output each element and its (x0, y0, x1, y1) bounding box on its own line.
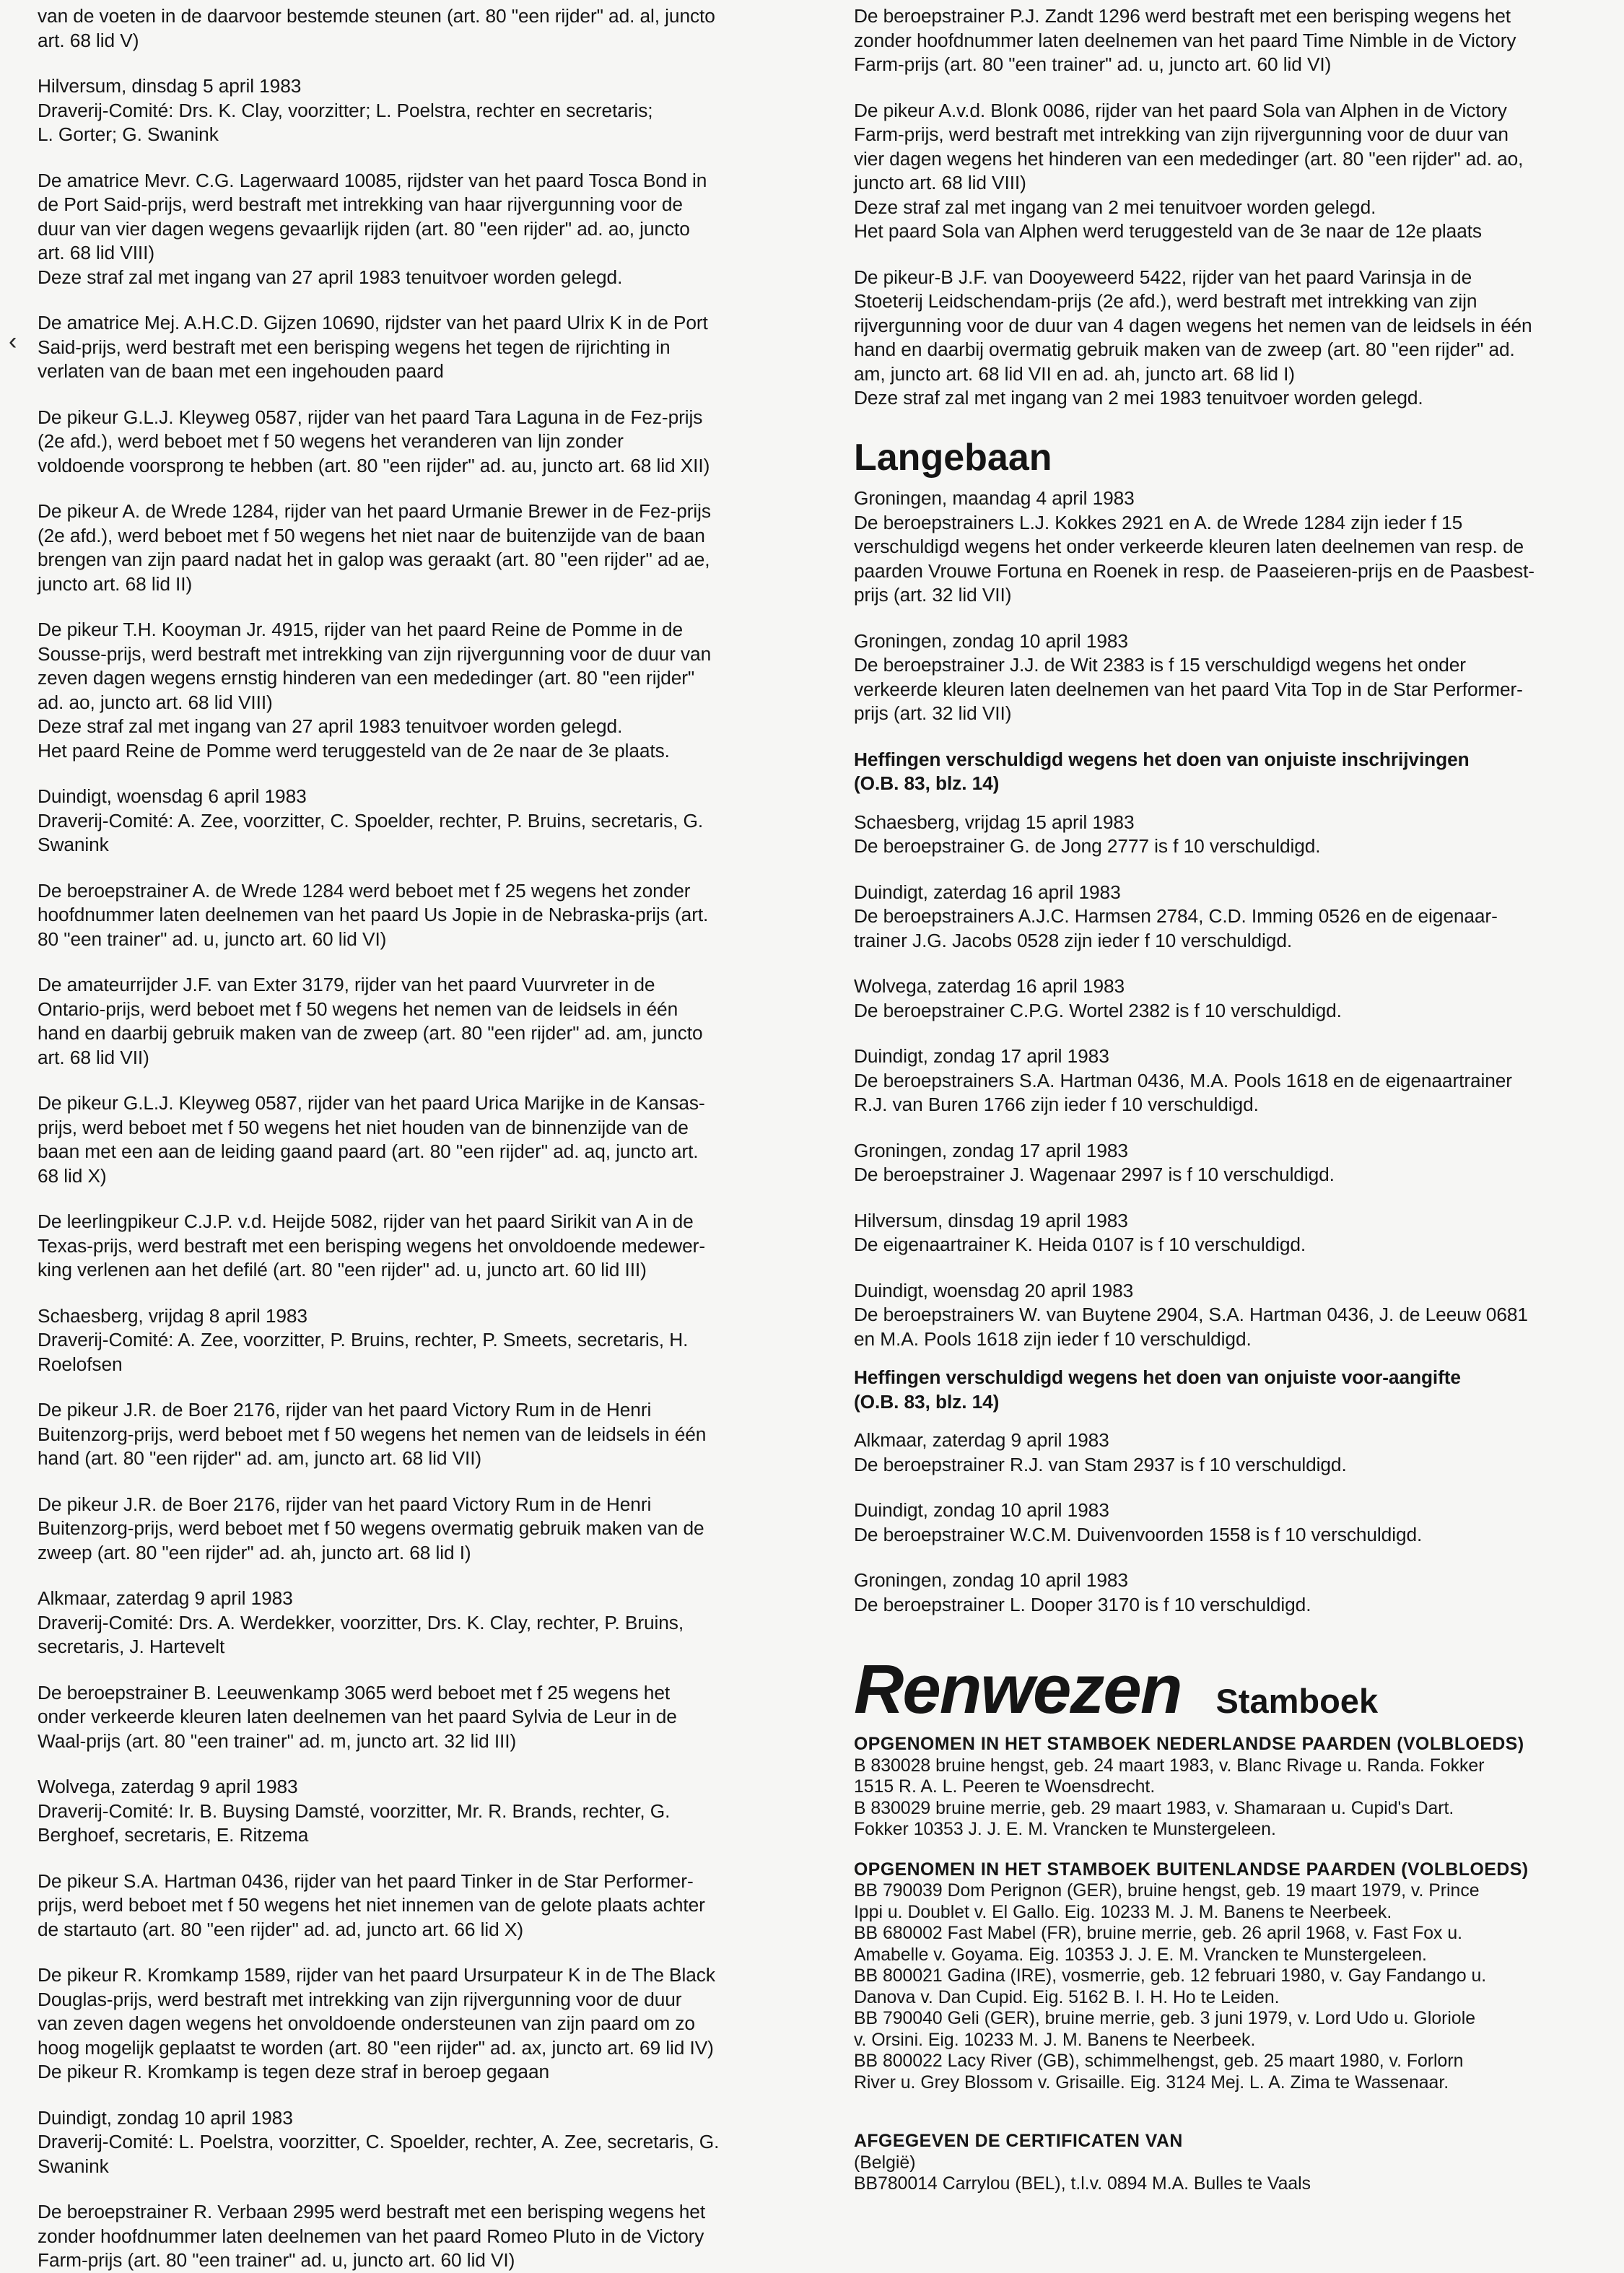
text-line: voldoende voorsprong te hebben (art. 80 "een rijder" ad. au, juncto art. 68 lid XII) (38, 454, 710, 476)
text-line: de startauto (art. 80 "een rijder" ad. ad, juncto art. 66 lid X) (38, 1918, 523, 1940)
text-line: hoofdnummer laten deelnemen van het paard Us Jopie in de Nebraska-prijs (art. (38, 904, 709, 925)
margin-mark: ‹ (9, 328, 17, 355)
paragraph (38, 1091, 844, 1188)
text-line: Draverij-Comité: Drs. K. Clay, voorzitter; L. Poelstra, rechter en secretaris; (38, 99, 653, 121)
text-line: Deze straf zal met ingang van 2 mei tenuitvoer worden gelegd. (854, 196, 1376, 218)
paragraph (854, 1569, 1608, 1617)
stamboek-sections (854, 1734, 1608, 2195)
text-line: paarden Vrouwe Fortuna en Roenek in resp. de Paaseieren-prijs en de Paasbest- (854, 559, 1534, 582)
text-line: Groningen, zondag 10 april 1983 (854, 629, 1128, 652)
text-line: Duindigt, zondag 10 april 1983 (38, 2106, 293, 2129)
text-line: De beroepstrainer R. Verbaan 2995 werd bestraft met een berisping wegens het (38, 2201, 706, 2222)
text-line: Swanink (38, 834, 109, 855)
text-line: 80 "een trainer" ad. u, juncto art. 60 lid VI) (38, 928, 387, 950)
text-line: van de voeten in de daarvoor bestemde steunen (art. 80 "een rijder" ad. al, juncto (38, 5, 715, 27)
text-line: De amatrice Mevr. C.G. Lagerwaard 10085, rijdster van het paard Tosca Bond in (38, 169, 707, 191)
text-line: verschuldigd wegens het onder verkeerde kleuren laten deelnemen van resp. de (854, 536, 1524, 557)
text-line: Draverij-Comité: A. Zee, voorzitter, P. Bruins, rechter, P. Smeets, secretaris, H. (38, 1329, 689, 1351)
text-line: Texas-prijs, werd bestraft met een berisping wegens het onvoldoende medewer- (38, 1234, 705, 1257)
text-line: Stoeterij Leidschendam-prijs (2e afd.), werd bestraft met intrekking van zijn (854, 290, 1477, 312)
paragraph (38, 74, 844, 147)
text-line: Draverij-Comité: Ir. B. Buysing Damsté, voorzitter, Mr. R. Brands, rechter, G. (38, 1799, 671, 1822)
renwezen-subtitle: Stamboek (1215, 1682, 1379, 1720)
text-line: De beroepstrainer J.J. de Wit 2383 is f 15 verschuldigd wegens het onder (854, 654, 1466, 676)
stamboek-entry-line: v. Orsini. Eig. 10233 M. J. M. Banens te Neerbeek. (854, 2030, 1256, 2050)
text-line: Buitenzorg-prijs, werd beboet met f 50 wegens overmatig gebruik maken van de (38, 1517, 704, 1539)
text-line: Berghoef, secretaris, E. Ritzema (38, 1824, 309, 1846)
stamboek-entry-line: BB 790039 Dom Perignon (GER), bruine hengst, geb. 19 maart 1979, v. Prince (854, 1881, 1480, 1901)
text-line: (O.B. 83, blz. 14) (854, 772, 1000, 794)
text-line: De beroepstrainer P.J. Zandt 1296 werd bestraft met een berisping wegens het (854, 5, 1511, 27)
paragraph (38, 1304, 844, 1377)
text-line: Groningen, zondag 10 april 1983 (854, 1569, 1128, 1591)
stamboek-entry-line: B 830029 bruine merrie, geb. 29 maart 1983, v. Shamaraan u. Cupid's Dart. (854, 1798, 1454, 1818)
text-line: Het paard Sola van Alphen werd teruggesteld van de 3e naar de 12e plaats (854, 220, 1482, 242)
text-line: Wolvega, zaterdag 16 april 1983 (854, 975, 1125, 997)
subheading (854, 748, 1608, 796)
text-line: De pikeur J.R. de Boer 2176, rijder van het paard Victory Rum in de Henri (38, 1493, 652, 1515)
stamboek-entry-line: (België) (854, 2152, 916, 2173)
text-line: hoog mogelijk geplaatst te worden (art. 80 "een rijder" ad. ax, juncto art. 69 lid IV) (38, 2036, 714, 2059)
text-line: art. 68 lid VIII) (38, 242, 154, 263)
section-heading: AFGEGEVEN DE CERTIFICATEN VAN (854, 2132, 1183, 2151)
langebaan-section (854, 436, 1608, 1617)
text-line: art. 68 lid V) (38, 29, 139, 51)
text-line: Farm-prijs (art. 80 "een trainer" ad. u, juncto art. 60 lid VI) (854, 53, 1332, 75)
text-line: R.J. van Buren 1766 zijn ieder f 10 verschuldigd. (854, 1094, 1259, 1115)
text-line: De pikeur T.H. Kooyman Jr. 4915, rijder van het paard Reine de Pomme in de (38, 619, 684, 640)
text-line: Draverij-Comité: A. Zee, voorzitter, C. Spoelder, rechter, P. Bruins, secretaris, G. (38, 809, 704, 832)
text-line: Draverij-Comité: Drs. A. Werdekker, voorzitter, Drs. K. Clay, rechter, P. Bruins, (38, 1611, 684, 1633)
stamboek-section (854, 1734, 1608, 1841)
text-line: (O.B. 83, blz. 14) (854, 1390, 1000, 1413)
text-line: De beroepstrainer G. de Jong 2777 is f 10 verschuldigd. (854, 835, 1321, 857)
text-line: Swanink (38, 2155, 109, 2177)
stamboek-entry-line: Fokker 10353 J. J. E. M. Vrancken te Munstergeleen. (854, 1820, 1276, 1839)
langebaan-heading: Langebaan (854, 437, 1052, 479)
text-line: De amateurrijder J.F. van Exter 3179, rijder van het paard Vuurvreter in de (38, 974, 655, 995)
renwezen-title-row (854, 1650, 1608, 1729)
text-line: ad. ao, juncto art. 68 lid VIII) (38, 691, 273, 713)
text-line: king verlenen aan het defilé (art. 80 "een rijder" ad. u, juncto art. 60 lid III) (38, 1259, 647, 1281)
stamboek-entry-line: B 830028 bruine hengst, geb. 24 maart 1983, v. Blanc Rivage u. Randa. Fokker (854, 1755, 1485, 1776)
text-line: Duindigt, zaterdag 16 april 1983 (854, 881, 1121, 903)
text-line: Roelofsen (38, 1353, 123, 1375)
text-line: Draverij-Comité: L. Poelstra, voorzitter, C. Spoelder, rechter, A. Zee, secretaris, G. (38, 2131, 720, 2152)
text-line: Alkmaar, zaterdag 9 april 1983 (38, 1587, 293, 1609)
paragraph (854, 1279, 1608, 1352)
paragraph (38, 618, 844, 763)
text-line: en M.A. Pools 1618 zijn ieder f 10 verschuldigd. (854, 1327, 1252, 1350)
paragraph (38, 311, 844, 384)
text-line: De pikeur-B J.F. van Dooyeweerd 5422, rijder van het paard Varinsja in de (854, 266, 1472, 288)
text-line: De pikeur G.L.J. Kleyweg 0587, rijder van het paard Tara Laguna in de Fez-prijs (38, 406, 703, 428)
paragraph (854, 811, 1608, 859)
renwezen-title: Renwezen (854, 1651, 1182, 1728)
paragraph (854, 629, 1608, 726)
text-line: De beroepstrainers A.J.C. Harmsen 2784, C.D. Imming 0526 en de eigenaar- (854, 905, 1498, 927)
text-line: juncto art. 68 lid VIII) (854, 172, 1026, 193)
section-heading: OPGENOMEN IN HET STAMBOEK NEDERLANDSE PAARDEN (VOLBLOEDS) (854, 1735, 1524, 1754)
text-line: De beroepstrainer R.J. van Stam 2937 is f 10 verschuldigd. (854, 1453, 1347, 1475)
text-line: Deze straf zal met ingang van 2 mei 1983 tenuitvoer worden gelegd. (854, 387, 1423, 409)
stamboek-entry-line: Amabelle v. Goyama. Eig. 10353 J. J. E. M. Vrancken te Munstergeleen. (854, 1945, 1427, 1965)
paragraph (38, 1587, 844, 1659)
text-line: vier dagen wegens het hinderen van een mededinger (art. 80 "een rijder" ad. ao, (854, 147, 1524, 170)
text-line: De pikeur R. Kromkamp 1589, rijder van het paard Ursurpateur K in de The Black (38, 1964, 715, 1986)
text-line: verlaten van de baan met een ingehouden paard (38, 360, 444, 382)
text-line: Groningen, zondag 17 april 1983 (854, 1139, 1128, 1161)
paragraph (38, 879, 844, 952)
text-line: am, juncto art. 68 lid VII en ad. ah, juncto art. 68 lid I) (854, 362, 1295, 385)
text-line: Deze straf zal met ingang van 27 april 1983 tenuitvoer worden gelegd. (38, 715, 623, 737)
text-line: verkeerde kleuren laten deelnemen van het paard Vita Top in de Star Performer- (854, 678, 1523, 700)
text-line: Waal-prijs (art. 80 "een trainer" ad. m, juncto art. 32 lid III) (38, 1729, 517, 1752)
paragraph (38, 1493, 844, 1566)
paragraph (854, 1209, 1608, 1257)
text-line: Farm-prijs (art. 80 "een trainer" ad. u, juncto art. 60 lid VI) (38, 2249, 515, 2271)
paragraph (38, 2106, 844, 2179)
stamboek-entry-line: River u. Grey Blossom v. Grisaille. Eig. 3124 Mej. L. A. Zima te Wassenaar. (854, 2072, 1449, 2093)
text-line: prijs (art. 32 lid VII) (854, 584, 1012, 606)
paragraph (854, 1139, 1608, 1187)
text-line: zonder hoofdnummer laten deelnemen van het paard Romeo Pluto in de Victory (38, 2225, 704, 2247)
text-line: Hilversum, dinsdag 5 april 1983 (38, 75, 302, 97)
text-line: prijs, werd beboet met f 50 wegens het niet houden van de binnenzijde van de (38, 1116, 689, 1138)
paragraph (38, 4, 844, 53)
text-line: prijs (art. 32 lid VII) (854, 702, 1012, 724)
paragraph (38, 1775, 844, 1848)
stamboek-entry-line: BB780014 Carrylou (BEL), t.l.v. 0894 M.A. Bulles te Vaals (854, 2174, 1311, 2194)
stamboek-section (854, 2131, 1608, 2195)
text-line: (2e afd.), werd beboet met f 50 wegens het veranderen van lijn zonder (38, 430, 624, 452)
text-line: baan met een aan de leiding gaand paard (art. 80 "een rijder" ad. aq, juncto art. (38, 1140, 699, 1162)
paragraph (854, 1498, 1608, 1547)
stamboek-entry-line: BB 680002 Fast Mabel (FR), bruine merrie, geb. 26 april 1968, v. Fast Fox u. (854, 1924, 1463, 1943)
text-line: De leerlingpikeur C.J.P. v.d. Heijde 5082, rijder van het paard Sirikit van A in de (38, 1210, 694, 1232)
text-line: Duindigt, zondag 10 april 1983 (854, 1499, 1109, 1521)
langebaan-blocks (854, 487, 1608, 1617)
text-line: trainer J.G. Jacobs 0528 zijn ieder f 10 verschuldigd. (854, 929, 1293, 951)
text-line: hand en daarbij overmatig gebruik maken van de zweep (art. 80 "een rijder" ad. (854, 339, 1515, 360)
text-line: De pikeur J.R. de Boer 2176, rijder van het paard Victory Rum in de Henri (38, 1399, 652, 1421)
text-line: Wolvega, zaterdag 9 april 1983 (38, 1776, 298, 1797)
text-line: juncto art. 68 lid II) (38, 572, 193, 595)
text-line: Schaesberg, vrijdag 8 april 1983 (38, 1304, 307, 1327)
paragraph (854, 881, 1608, 954)
text-line: hand en daarbij gebruik maken van de zweep (art. 80 "een rijder" ad. am, juncto (38, 1022, 703, 1044)
paragraph (38, 2200, 844, 2273)
paragraph (854, 1044, 1608, 1117)
text-line: Heffingen verschuldigd wegens het doen van onjuiste voor-aangifte (854, 1366, 1461, 1388)
text-line: De beroepstrainer W.C.M. Duivenvoorden 1558 is f 10 verschuldigd. (854, 1523, 1423, 1545)
text-line: De beroepstrainers W. van Buytene 2904, S.A. Hartman 0436, J. de Leeuw 0681 (854, 1304, 1528, 1325)
paragraph (38, 1681, 844, 1754)
text-line: De beroepstrainer C.P.G. Wortel 2382 is f 10 verschuldigd. (854, 999, 1342, 1021)
paragraph (854, 4, 1608, 77)
section-heading: OPGENOMEN IN HET STAMBOEK BUITENLANDSE PAARDEN (VOLBLOEDS) (854, 1859, 1529, 1880)
text-line: De amatrice Mej. A.H.C.D. Gijzen 10690, rijdster van het paard Ulrix K in de Port (38, 312, 708, 333)
text-line: De beroepstrainer A. de Wrede 1284 werd beboet met f 25 wegens het zonder (38, 879, 691, 902)
text-line: brengen van zijn paard nadat het in galop was geraakt (art. 80 "een rijder" ad ae, (38, 549, 710, 570)
text-line: De beroepstrainers S.A. Hartman 0436, M.A. Pools 1618 en de eigenaartrainer (854, 1069, 1512, 1091)
text-line: De eigenaartrainer K. Heida 0107 is f 10 verschuldigd. (854, 1234, 1306, 1255)
text-line: Duindigt, woensdag 6 april 1983 (38, 785, 307, 807)
text-line: Duindigt, woensdag 20 april 1983 (854, 1279, 1134, 1301)
text-line: prijs, werd beboet met f 50 wegens het niet innemen van de gelote plaats achter (38, 1894, 705, 1916)
text-line: Schaesberg, vrijdag 15 april 1983 (854, 811, 1135, 833)
text-line: Hilversum, dinsdag 19 april 1983 (854, 1209, 1128, 1231)
text-line: Said-prijs, werd bestraft met een berisping wegens het tegen de rijrichting in (38, 336, 671, 358)
text-line: zeven dagen wegens ernstig hinderen van een mededinger (art. 80 "een rijder" (38, 667, 695, 689)
text-line: zonder hoofdnummer laten deelnemen van het paard Time Nimble in de Victory (854, 29, 1516, 51)
text-line: Ontario-prijs, werd beboet met f 50 wegens het nemen van de leidsels in één (38, 998, 678, 1020)
text-line: art. 68 lid VII) (38, 1046, 149, 1068)
right-column-top (854, 4, 1608, 411)
text-line: rijvergunning voor de duur van 4 dagen wegens het nemen van de leidsels in één (854, 314, 1532, 336)
paragraph (38, 1963, 844, 2085)
paragraph (854, 974, 1608, 1023)
paragraph (38, 169, 844, 290)
renwezen-section (854, 1650, 1608, 2195)
text-line: De pikeur S.A. Hartman 0436, rijder van het paard Tinker in de Star Performer- (38, 1870, 694, 1892)
text-line: Het paard Reine de Pomme werd teruggesteld van de 2e naar de 3e plaats. (38, 739, 670, 762)
paragraph (854, 99, 1608, 244)
stamboek-entry-line: BB 800022 Lacy River (GB), schimmelhengst, geb. 25 maart 1980, v. Forlorn (854, 2051, 1464, 2071)
text-line: De pikeur G.L.J. Kleyweg 0587, rijder van het paard Urica Marijke in de Kansas- (38, 1092, 705, 1114)
text-line: onder verkeerde kleuren laten deelnemen van het paard Sylvia de Leur in de (38, 1706, 677, 1727)
text-line: Buitenzorg-prijs, werd beboet met f 50 wegens het nemen van de leidsels in één (38, 1423, 707, 1445)
text-line: zweep (art. 80 "een rijder" ad. ah, juncto art. 68 lid I) (38, 1541, 471, 1563)
paragraph (38, 785, 844, 858)
text-line: Alkmaar, zaterdag 9 april 1983 (854, 1429, 1109, 1451)
text-line: De beroepstrainer J. Wagenaar 2997 is f 10 verschuldigd. (854, 1164, 1335, 1185)
text-line: De beroepstrainer B. Leeuwenkamp 3065 werd beboet met f 25 wegens het (38, 1681, 671, 1703)
paragraph (854, 266, 1608, 411)
text-line: de Port Said-prijs, werd bestraft met intrekking van haar rijvergunning voor de (38, 193, 683, 215)
text-line: (2e afd.), werd beboet met f 50 wegens het niet naar de buitenzijde van de baan (38, 524, 705, 546)
paragraph (854, 487, 1608, 608)
text-line: Douglas-prijs, werd bestraft met intrekking van zijn rijvergunning voor de duur (38, 1988, 682, 2010)
text-line: De pikeur R. Kromkamp is tegen deze straf in beroep gegaan (38, 2061, 549, 2082)
paragraph (38, 406, 844, 479)
paragraph (38, 973, 844, 1070)
text-line: Deze straf zal met ingang van 27 april 1983 tenuitvoer worden gelegd. (38, 266, 623, 288)
text-line: Heffingen verschuldigd wegens het doen van onjuiste inschrijvingen (854, 748, 1470, 770)
text-line: Groningen, maandag 4 april 1983 (854, 487, 1135, 509)
stamboek-entry-line: 1515 R. A. L. Peeren te Woensdrecht. (854, 1777, 1156, 1797)
paragraph (38, 1870, 844, 1942)
left-column (38, 4, 844, 2273)
paragraph (38, 1398, 844, 1471)
paragraph (38, 1210, 844, 1283)
text-line: De beroepstrainer L. Dooper 3170 is f 10 verschuldigd. (854, 1593, 1311, 1615)
text-line: Duindigt, zondag 17 april 1983 (854, 1045, 1109, 1067)
paragraph (854, 1428, 1608, 1477)
stamboek-entry-line: BB 800021 Gadina (IRE), vosmerrie, geb. 12 februari 1980, v. Gay Fandango u. (854, 1966, 1487, 1986)
text-line: duur van vier dagen wegens gevaarlijk rijden (art. 80 "een rijder" ad. ao, juncto (38, 217, 690, 240)
paragraph (38, 499, 844, 596)
text-line: De pikeur A. de Wrede 1284, rijder van het paard Urmanie Brewer in de Fez-prijs (38, 500, 711, 522)
text-line: secretaris, J. Hartevelt (38, 1636, 225, 1657)
text-line: De beroepstrainers L.J. Kokkes 2921 en A. de Wrede 1284 zijn ieder f 15 (854, 511, 1463, 533)
text-line: Sousse-prijs, werd bestraft met intrekking van zijn rijvergunning voor de duur van (38, 642, 712, 665)
text-line: L. Gorter; G. Swanink (38, 123, 219, 145)
text-line: hand (art. 80 "een rijder" ad. am, juncto art. 68 lid VII) (38, 1447, 482, 1469)
text-line: van zeven dagen wegens het onvoldoende ondersteunen van zijn paard om zo (38, 2012, 695, 2034)
stamboek-entry-line: BB 790040 Geli (GER), bruine merrie, geb. 3 juni 1979, v. Lord Udo u. Gloriole (854, 2009, 1475, 2028)
text-line: 68 lid X) (38, 1164, 107, 1187)
text-line: Farm-prijs, werd bestraft met intrekking van zijn rijvergunning voor de duur van (854, 123, 1509, 145)
stamboek-section (854, 1859, 1608, 2094)
stamboek-entry-line: Danova v. Dan Cupid. Eig. 5162 B. I. H. Ho te Leiden. (854, 1987, 1280, 2007)
subheading (854, 1366, 1608, 1414)
text-line: De pikeur A.v.d. Blonk 0086, rijder van het paard Sola van Alphen in de Victory (854, 99, 1507, 121)
stamboek-entry-line: Ippi u. Doublet v. El Gallo. Eig. 10233 M. J. M. Banens te Neerbeek. (854, 1902, 1392, 1922)
